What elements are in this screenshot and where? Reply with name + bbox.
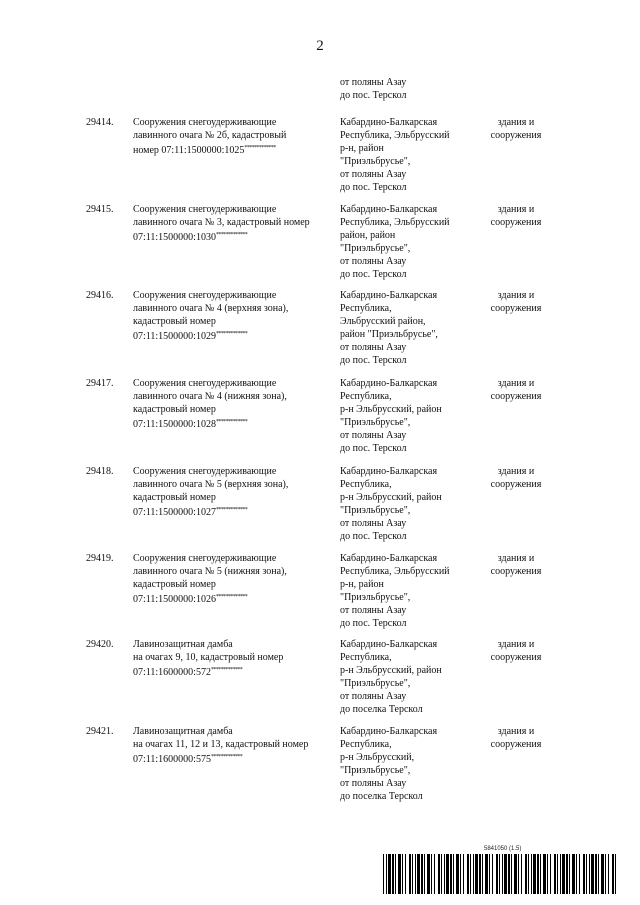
entry-number: 29421.: [86, 726, 114, 737]
location-line: от поляны Азау: [340, 518, 407, 529]
location-line: Республика,: [340, 479, 392, 490]
continued-location: [340, 76, 485, 102]
entry-number: 29420.: [86, 639, 114, 650]
redaction-stars: *************: [215, 594, 248, 600]
description-text: Сооружения снегоудерживающие: [133, 553, 277, 564]
entry-type: [486, 203, 546, 229]
type-line: сооружения: [490, 217, 542, 228]
description-line: [133, 116, 338, 129]
entry-type: [486, 552, 546, 578]
description-text: 07:11:1500000:1027: [133, 507, 216, 518]
description-text: лавинного очага № 3, кадастровый номер: [133, 217, 310, 228]
location-line: до пос. Терскол: [340, 269, 407, 280]
entry-description: [133, 552, 338, 606]
description-text: кадастровый номер: [133, 579, 216, 590]
entry-location: [340, 377, 480, 455]
redaction-stars: *************: [215, 507, 248, 513]
description-line: [133, 491, 338, 504]
type-line: здания и: [497, 639, 535, 650]
description-text: лавинного очага № 5 (верхняя зона),: [133, 479, 289, 490]
location-line: до пос. Терскол: [340, 531, 407, 542]
description-line: [133, 552, 338, 565]
barcode-bar: [499, 854, 500, 894]
location-line: Кабардино-Балкарская: [340, 726, 438, 737]
type-line: здания и: [497, 726, 535, 737]
type-line: здания и: [497, 466, 535, 477]
type-line: здания и: [497, 290, 535, 301]
barcode-bar: [562, 854, 565, 894]
location-line: до поселка Терскол: [340, 704, 423, 715]
location-line: р-н, район: [340, 143, 384, 154]
description-text: 07:11:1500000:1028: [133, 419, 216, 430]
barcode-bar: [531, 854, 532, 894]
type-line: здания и: [497, 553, 535, 564]
entry-description: [133, 203, 338, 244]
entry-number: 29417.: [86, 378, 114, 389]
location-line: Республика,: [340, 739, 392, 750]
type-line: здания и: [497, 117, 535, 128]
location-line: р-н Эльбрусский, район: [340, 492, 442, 503]
barcode-bar: [615, 854, 616, 894]
description-text: кадастровый номер: [133, 492, 216, 503]
barcode-bar: [444, 854, 445, 894]
location-line: "Приэльбрусье",: [340, 765, 411, 776]
location-line: "Приэльбрусье",: [340, 592, 411, 603]
barcode-bar: [438, 854, 440, 894]
description-line: [133, 578, 338, 591]
description-text: на очагах 9, 10, кадастровый номер: [133, 652, 284, 663]
barcode-bar: [424, 854, 425, 894]
redaction-stars: *************: [244, 145, 276, 151]
barcode-bar: [608, 854, 609, 894]
barcode-bar: [576, 854, 577, 894]
barcode-bar: [427, 854, 430, 894]
entry-description: [133, 465, 338, 519]
description-text: Сооружения снегоудерживающие: [133, 204, 277, 215]
description-text: лавинного очага № 4 (верхняя зона),: [133, 303, 289, 314]
entry-description: [133, 725, 338, 766]
entry-location: [340, 116, 480, 194]
description-text: 07:11:1500000:1030: [133, 232, 216, 243]
redaction-stars: *************: [210, 667, 243, 673]
location-line: от поляны Азау: [340, 691, 407, 702]
barcode-bar: [511, 854, 512, 894]
barcode-bar: [591, 854, 594, 894]
barcode-bar: [521, 854, 522, 894]
barcode-bar: [518, 854, 519, 894]
description-line: [133, 664, 338, 679]
description-line: [133, 216, 338, 229]
entry-number: 29419.: [86, 553, 114, 564]
location-line: р-н Эльбрусский,: [340, 752, 415, 763]
description-text: кадастровый номер: [133, 316, 216, 327]
barcode-bar: [583, 854, 585, 894]
barcode-bar: [446, 854, 449, 894]
location-line: от поляны Азау: [340, 778, 407, 789]
entry-number: 29415.: [86, 204, 114, 215]
barcode-bar: [589, 854, 590, 894]
entry-description: [133, 638, 338, 679]
location-line: Республика,: [340, 391, 392, 402]
redaction-stars: *************: [215, 232, 248, 238]
location-line: Кабардино-Балкарская: [340, 553, 438, 564]
description-text: 07:11:1600000:572: [133, 667, 211, 678]
barcode-bar: [398, 854, 401, 894]
location-line: "Приэльбрусье",: [340, 505, 411, 516]
barcode-bar: [504, 854, 507, 894]
description-line: [133, 328, 338, 343]
type-line: здания и: [497, 204, 535, 215]
description-line: [133, 289, 338, 302]
description-text: кадастровый номер: [133, 404, 216, 415]
description-text: Сооружения снегоудерживающие: [133, 466, 277, 477]
description-text: на очагах 11, 12 и 13, кадастровый номер: [133, 739, 309, 750]
entry-location: [340, 465, 480, 543]
location-line: Кабардино-Балкарская: [340, 466, 438, 477]
barcode-bar: [528, 854, 529, 894]
barcode-bar: [434, 854, 435, 894]
entry-description: [133, 116, 338, 157]
entry-location: [340, 203, 480, 281]
location-line: Кабардино-Балкарская: [340, 639, 438, 650]
description-line: [133, 229, 338, 244]
redaction-stars: *************: [215, 419, 248, 425]
barcode-bar: [492, 854, 493, 894]
location-line: Кабардино-Балкарская: [340, 290, 438, 301]
barcode-bar: [473, 854, 474, 894]
redaction-stars: *************: [215, 331, 248, 337]
location-line: до пос. Терскол: [340, 182, 407, 193]
redaction-stars: *************: [210, 754, 243, 760]
barcode-bar: [475, 854, 478, 894]
description-line: [133, 315, 338, 328]
entry-number: 29418.: [86, 466, 114, 477]
entry-type: [486, 725, 546, 751]
location-line: Республика, Эльбрусский: [340, 217, 450, 228]
description-line: [133, 725, 338, 738]
description-line: [133, 416, 338, 431]
description-text: 07:11:1500000:1029: [133, 331, 216, 342]
location-line: Кабардино-Балкарская: [340, 204, 438, 215]
barcode-bar: [554, 854, 556, 894]
barcode-bar: [450, 854, 452, 894]
barcode-bar: [388, 854, 391, 894]
description-text: Лавинозащитная дамба: [133, 639, 233, 650]
barcode-bar: [547, 854, 548, 894]
barcode-bar: [441, 854, 442, 894]
barcode-bar: [431, 854, 432, 894]
barcode-bar: [405, 854, 406, 894]
barcode-bar: [383, 854, 384, 894]
barcode-bar: [586, 854, 587, 894]
barcode-bar: [533, 854, 536, 894]
location-line: "Приэльбрусье",: [340, 417, 411, 428]
barcode-bar: [412, 854, 413, 894]
location-line: от поляны Азау: [340, 77, 407, 88]
location-line: до пос. Терскол: [340, 443, 407, 454]
barcode-bar: [550, 854, 551, 894]
barcode-bar: [421, 854, 423, 894]
barcode-bar: [525, 854, 527, 894]
description-text: лавинного очага № 2б, кадастровый: [133, 130, 287, 141]
entry-type: [486, 638, 546, 664]
entry-description: [133, 377, 338, 431]
barcode-bar: [415, 854, 416, 894]
entry-description: [133, 289, 338, 343]
barcode-bar: [456, 854, 459, 894]
barcode-bar: [467, 854, 469, 894]
description-line: [133, 203, 338, 216]
barcode-bar: [537, 854, 539, 894]
description-line: [133, 142, 338, 157]
location-line: Республика, Эльбрусский: [340, 130, 450, 141]
barcode-bar: [502, 854, 503, 894]
entry-location: [340, 552, 480, 630]
location-line: до поселка Терскол: [340, 791, 423, 802]
location-line: р-н Эльбрусский, район: [340, 665, 442, 676]
barcode-number: 5841050 (1.5): [484, 846, 522, 852]
barcode-bar: [569, 854, 570, 894]
entry-type: [486, 377, 546, 403]
type-line: сооружения: [490, 566, 542, 577]
barcode-bar: [402, 854, 403, 894]
location-line: от поляны Азау: [340, 430, 407, 441]
description-text: 07:11:1500000:1026: [133, 594, 216, 605]
barcode-bar: [489, 854, 490, 894]
barcode-bar: [395, 854, 396, 894]
type-line: сооружения: [490, 652, 542, 663]
type-line: здания и: [497, 378, 535, 389]
location-line: Эльбрусский район,: [340, 316, 426, 327]
location-line: р-н Эльбрусский, район: [340, 404, 442, 415]
barcode-bar: [598, 854, 599, 894]
barcode-bar: [386, 854, 387, 894]
description-line: [133, 638, 338, 651]
barcode: [382, 854, 620, 894]
description-text: 07:11:1600000:575: [133, 754, 211, 765]
barcode-bar: [479, 854, 481, 894]
document-footer: [382, 846, 620, 894]
barcode-bar: [409, 854, 411, 894]
page-number: 2: [316, 38, 324, 54]
description-line: [133, 651, 338, 664]
description-text: Сооружения снегоудерживающие: [133, 117, 277, 128]
barcode-bar: [460, 854, 461, 894]
barcode-bar: [543, 854, 546, 894]
barcode-bar: [508, 854, 510, 894]
location-line: от поляны Азау: [340, 605, 407, 616]
entry-location: [340, 638, 480, 716]
location-line: "Приэльбрусье",: [340, 678, 411, 689]
location-line: район, район: [340, 230, 396, 241]
barcode-bar: [605, 854, 606, 894]
location-line: Республика,: [340, 652, 392, 663]
description-text: лавинного очага № 4 (нижняя зона),: [133, 391, 287, 402]
barcode-bar: [572, 854, 575, 894]
location-line: "Приэльбрусье",: [340, 156, 411, 167]
location-line: Кабардино-Балкарская: [340, 378, 438, 389]
barcode-bar: [463, 854, 464, 894]
description-line: [133, 738, 338, 751]
location-line: Республика,: [340, 303, 392, 314]
description-text: Сооружения снегоудерживающие: [133, 290, 277, 301]
location-line: от поляны Азау: [340, 169, 407, 180]
entry-number: 29414.: [86, 117, 114, 128]
description-text: Сооружения снегоудерживающие: [133, 378, 277, 389]
entry-location: [340, 725, 480, 803]
type-line: сооружения: [490, 479, 542, 490]
location-line: до пос. Терскол: [340, 355, 407, 366]
location-line: до пос. Терскол: [340, 90, 407, 101]
barcode-bar: [482, 854, 483, 894]
type-line: сооружения: [490, 391, 542, 402]
entry-number: 29416.: [86, 290, 114, 301]
barcode-bar: [485, 854, 488, 894]
type-line: сооружения: [490, 739, 542, 750]
description-line: [133, 504, 338, 519]
location-line: от поляны Азау: [340, 256, 407, 267]
description-line: [133, 390, 338, 403]
barcode-bar: [453, 854, 454, 894]
location-line: р-н, район: [340, 579, 384, 590]
barcode-bar: [612, 854, 614, 894]
entry-type: [486, 116, 546, 142]
description-line: [133, 377, 338, 390]
entry-type: [486, 465, 546, 491]
description-text: номер 07:11:1500000:1025: [133, 145, 245, 156]
entry-location: [340, 289, 480, 367]
description-line: [133, 478, 338, 491]
description-line: [133, 751, 338, 766]
barcode-bar: [540, 854, 541, 894]
entry-type: [486, 289, 546, 315]
barcode-bar: [392, 854, 394, 894]
type-line: сооружения: [490, 130, 542, 141]
description-line: [133, 465, 338, 478]
barcode-bar: [560, 854, 561, 894]
location-line: Кабардино-Балкарская: [340, 117, 438, 128]
barcode-bar: [579, 854, 580, 894]
barcode-bar: [557, 854, 558, 894]
description-text: Лавинозащитная дамба: [133, 726, 233, 737]
description-line: [133, 302, 338, 315]
description-line: [133, 591, 338, 606]
description-line: [133, 403, 338, 416]
barcode-bar: [496, 854, 498, 894]
location-line: "Приэльбрусье",: [340, 243, 411, 254]
barcode-bar: [595, 854, 597, 894]
type-line: сооружения: [490, 303, 542, 314]
location-line: район "Приэльбрусье",: [340, 329, 438, 340]
barcode-bar: [566, 854, 568, 894]
location-line: от поляны Азау: [340, 342, 407, 353]
location-line: до пос. Терскол: [340, 618, 407, 629]
description-line: [133, 129, 338, 142]
barcode-bar: [417, 854, 420, 894]
description-text: лавинного очага № 5 (нижняя зона),: [133, 566, 287, 577]
barcode-bar: [470, 854, 471, 894]
barcode-bar: [514, 854, 517, 894]
description-line: [133, 565, 338, 578]
barcode-bar: [601, 854, 604, 894]
location-line: Республика, Эльбрусский: [340, 566, 450, 577]
